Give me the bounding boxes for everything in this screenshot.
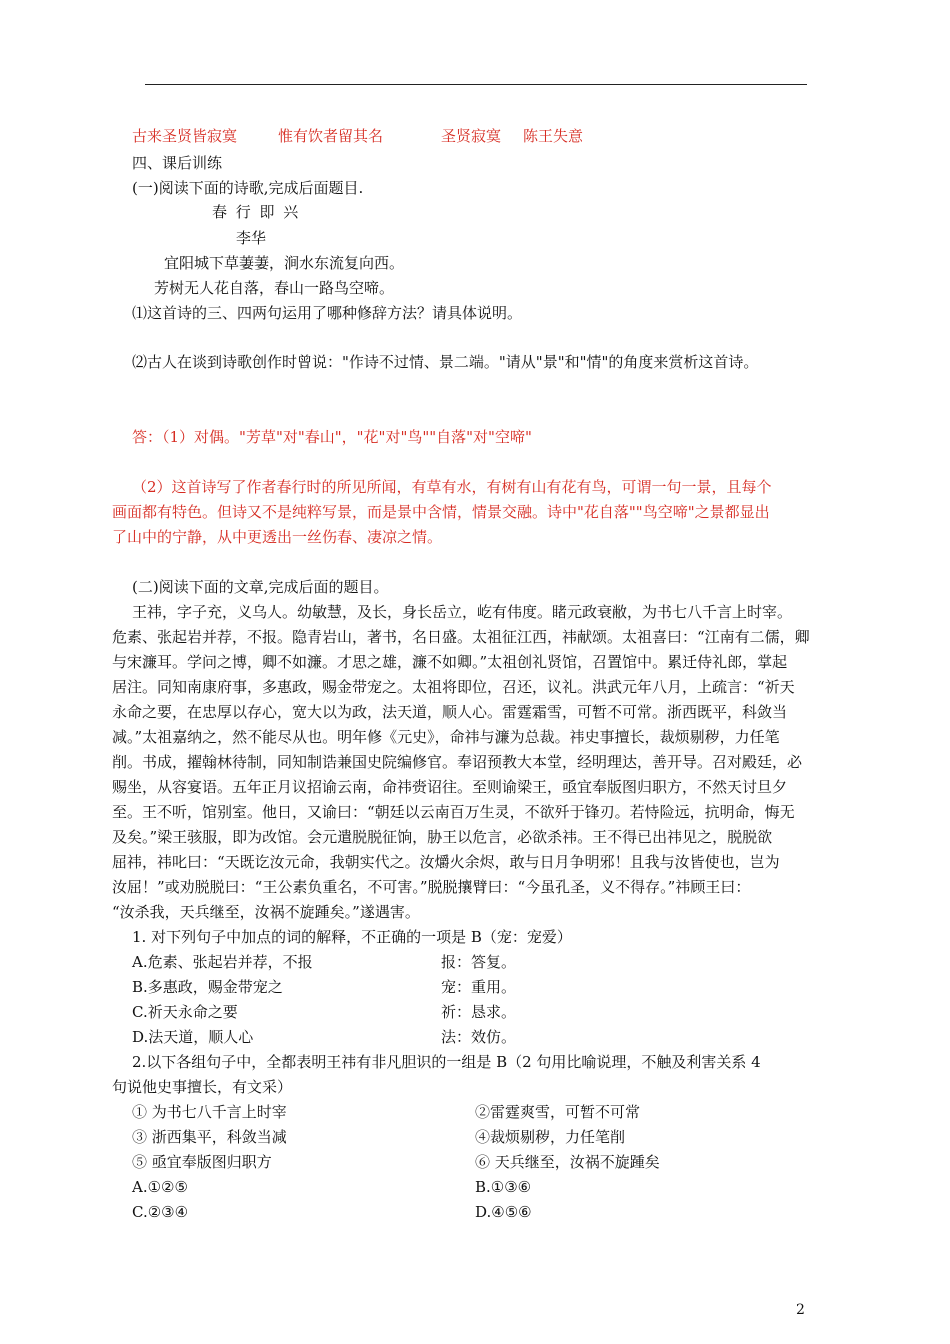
poem-title: 春 行 即 兴 <box>212 203 301 221</box>
poem-line-2: 芳树无人花自落，春山一路鸟空啼。 <box>154 279 395 297</box>
option-c: C.祈天永命之要 <box>132 1003 238 1021</box>
passage-line: 赐坐，从容宴语。五年正月议招谕云南，命祎赍诏往。至则谕梁王，亟宜奉版图归职方，不然天讨旦夕 <box>112 778 788 796</box>
item-right: ④裁烦剔秽，力任笔削 <box>475 1128 626 1146</box>
passage-line: “汝杀我，天兵继至，汝祸不旋踵矣。”遂遇害。 <box>112 903 420 921</box>
question-4-cont: 句说他史事擅长，有文采） <box>112 1078 293 1096</box>
answer-2-line: （2）这首诗写了作者春行时的所见所闻，有草有水，有树有山有花有鸟，可谓一句一景，且每个 <box>132 478 772 496</box>
question-3: 1. 对下列句子中加点的词的解释，不正确的一项是 B（宠：宠爱） <box>132 928 572 946</box>
item-left: ⑤ 亟宜奉版图归职方 <box>132 1153 272 1171</box>
option-b-gloss: 宠：重用。 <box>441 978 517 996</box>
passage-line: 削。书成，擢翰林待制，同知制诰兼国史院编修官。奉诏预教大本堂，经明理达，善开导。召对殿廷，必 <box>112 753 803 771</box>
part2-intro: (二)阅读下面的文章,完成后面的题目。 <box>132 578 389 596</box>
section-title: 四、课后训练 <box>132 154 223 172</box>
option-d: D.法天道，顺人心 <box>132 1028 254 1046</box>
passage-line: 至。王不听，馆别室。他日，又谕曰：“朝廷以云南百万生灵，不欲歼于锋刃。若恃险远，抗明命，悔无 <box>112 803 795 821</box>
passage-line: 屈祎，祎叱曰：“天既讫汝元命，我朝实代之。汝爝火余烬，敢与日月争明邪！且我与汝皆使也，岂为 <box>112 853 780 871</box>
passage-line: 居注。同知南康府事，多惠政，赐金带宠之。太祖将即位，召还，议礼。洪武元年八月，上疏言：“祈天 <box>112 678 795 696</box>
option-b: B.多惠政，赐金带宠之 <box>132 978 283 996</box>
option-a: A.危素、张起岩并荐，不报 <box>132 953 313 971</box>
header-rule <box>145 84 807 85</box>
answer-2-line: 了山中的宁静，从中更透出一丝伤春、凄凉之情。 <box>112 528 443 546</box>
page-number: 2 <box>796 1302 805 1318</box>
passage-line: 减。”太祖嘉纳之，然不能尽从也。明年修《元史》，命祎与濂为总裁。祎史事擅长，裁烦剔秽，力任笔 <box>112 728 780 746</box>
option-c-gloss: 祈：恳求。 <box>441 1003 517 1021</box>
header-answer-1: 古来圣贤皆寂寞 <box>132 127 238 145</box>
passage-line: 及矣。”梁王骇服，即为改馆。会元遣脱脱征饷，胁王以危言，必欲杀祎。王不得已出祎见之，脱脱欲 <box>112 828 773 846</box>
header-answer-2: 惟有饮者留其名 <box>278 127 384 145</box>
choice-c: C.②③④ <box>132 1203 189 1221</box>
passage-line: 汝屈！”或劝脱脱曰：“王公素负重名，不可害。”脱脱攘臂曰：“今虽孔圣，义不得存。”祎顾王曰： <box>112 878 751 896</box>
answer-2-line: 画面都有特色。但诗又不是纯粹写景，而是景中含情，情景交融。诗中"花自落""鸟空啼"之景都显出 <box>112 503 770 521</box>
header-answer-4: 陈王失意 <box>523 127 584 145</box>
item-left: ③ 浙西集平，科敛当减 <box>132 1128 287 1146</box>
question-2: ⑵古人在谈到诗歌创作时曾说："作诗不过情、景二端。"请从"景"和"情"的角度来赏析这首诗。 <box>132 353 759 371</box>
item-right: ②雷霆爽雪，可暂不可常 <box>475 1103 641 1121</box>
item-right: ⑥ 天兵继至，汝祸不旋踵矣 <box>475 1153 660 1171</box>
choice-b: B.①③⑥ <box>475 1178 532 1196</box>
option-a-gloss: 报：答复。 <box>441 953 517 971</box>
part1-intro: (一)阅读下面的诗歌,完成后面题目. <box>132 179 364 197</box>
header-answer-3: 圣贤寂寞 <box>441 127 502 145</box>
passage-line: 王祎，字子充，义乌人。幼敏慧，及长，身长岳立，屹有伟度。睹元政衰敝，为书七八千言上时宰。 <box>132 603 793 621</box>
question-4: 2.以下各组句子中，全都表明王祎有非凡胆识的一组是 B（2 句用比喻说理，不触及利害关系 4 <box>132 1053 761 1071</box>
item-left: ① 为书七八千言上时宰 <box>132 1103 287 1121</box>
poem-line-1: 宜阳城下草萋萋，涧水东流复向西。 <box>164 254 405 272</box>
option-d-gloss: 法：效仿。 <box>441 1028 517 1046</box>
passage-line: 永命之要，在忠厚以存心，宽大以为政，法天道，顺人心。雷霆霜雪，可暂不可常。浙西既平，科敛当 <box>112 703 788 721</box>
answer-1: 答：（1）对偶。"芳草"对"春山"，"花"对"鸟""自落"对"空啼" <box>132 428 532 446</box>
choice-a: A.①②⑤ <box>132 1178 188 1196</box>
passage-line: 与宋濂耳。学问之博，卿不如濂。才思之雄，濂不如卿。”太祖创礼贤馆，召置馆中。累迁侍礼郎，掌起 <box>112 653 788 671</box>
poem-author: 李华 <box>236 229 267 247</box>
choice-d: D.④⑤⑥ <box>475 1203 532 1221</box>
passage-line: 危素、张起岩并荐，不报。隐青岩山，著书，名日盛。太祖征江西，祎献颂。太祖喜曰：“江南有二儒，卿 <box>112 628 810 646</box>
question-1: ⑴这首诗的三、四两句运用了哪种修辞方法？请具体说明。 <box>132 304 523 322</box>
